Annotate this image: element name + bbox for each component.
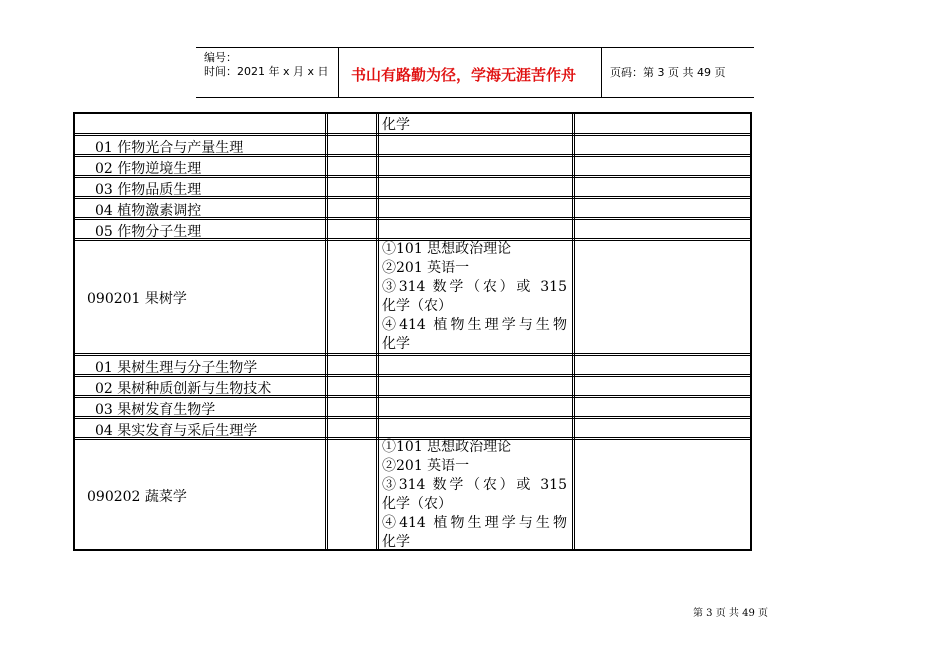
major-name: 090202 蔬菜学 <box>87 489 187 505</box>
program-table <box>73 112 752 551</box>
major-name: 04 果实发育与采后生理学 <box>95 423 258 439</box>
col-divider <box>325 114 326 549</box>
major-name: 02 果树种质创新与生物技术 <box>95 381 272 397</box>
major-name: 01 果树生理与分子生物学 <box>95 360 258 376</box>
page-header <box>196 47 754 98</box>
exam-item: ②201 英语一 <box>382 260 470 276</box>
major-name: 05 作物分子生理 <box>95 224 202 240</box>
major-name: 04 植物激素调控 <box>95 203 202 219</box>
exam-item: ③314 数学（农）或 315 <box>382 279 567 295</box>
exam-item: 化学 <box>382 534 410 550</box>
exam-item: ①101 思想政治理论 <box>382 439 512 455</box>
code-label: 编号： <box>204 51 237 64</box>
exam-list <box>382 240 567 354</box>
exam-item: ②201 英语一 <box>382 458 470 474</box>
col-divider <box>572 114 573 549</box>
exam-item: ①101 思想政治理论 <box>382 241 512 257</box>
exam-list <box>382 438 567 552</box>
time-label: 时间：2021 年 x 月 x 日 <box>204 65 329 78</box>
major-name: 03 果树发育生物学 <box>95 402 216 418</box>
exam-item: ③314 数学（农）或 315 <box>382 477 567 493</box>
header-meta-cell <box>196 48 339 97</box>
col-divider <box>376 114 377 549</box>
col-divider <box>327 114 328 549</box>
header-motto-cell <box>339 48 602 97</box>
exam-item: 化学 <box>382 336 410 352</box>
motto-text: 书山有路勤为径，学海无涯苦作舟 <box>351 66 577 84</box>
major-name: 02 作物逆境生理 <box>95 161 202 177</box>
exam-cell: 化学 <box>382 117 410 133</box>
exam-item: ④414 植物生理学与生物 <box>382 515 567 531</box>
exam-item: ④414 植物生理学与生物 <box>382 317 567 333</box>
page-footer: 第 3 页 共 49 页 <box>693 608 768 619</box>
major-name: 03 作物品质生理 <box>95 182 202 198</box>
header-page-cell <box>602 48 754 97</box>
page-label: 页码：第 3 页 共 49 页 <box>610 66 726 79</box>
col-divider <box>378 114 379 549</box>
col-divider <box>574 114 575 549</box>
major-name: 090201 果树学 <box>87 291 187 307</box>
major-name: 01 作物光合与产量生理 <box>95 140 244 156</box>
exam-item: 化学（农） <box>382 496 452 512</box>
exam-item: 化学（农） <box>382 298 452 314</box>
